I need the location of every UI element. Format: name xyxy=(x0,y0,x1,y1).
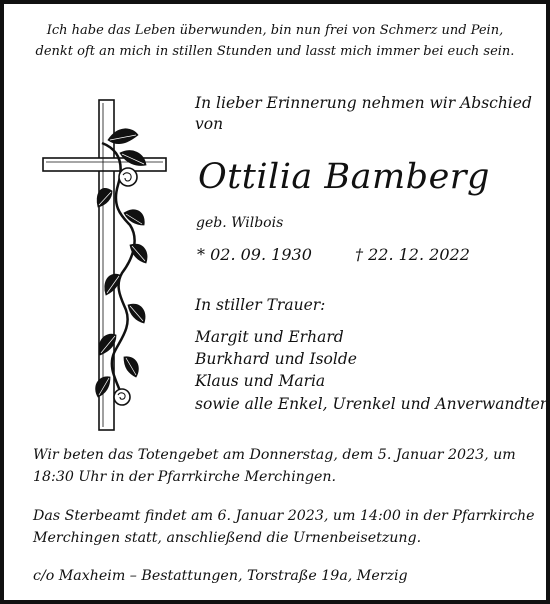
prayer-notice-line-2: 18:30 Uhr in der Pfarrkirche Merchingen. xyxy=(33,469,337,485)
motto-line-1: Ich habe das Leben überwunden, bin nun frei von Schmerz und Pein, xyxy=(46,23,504,38)
prayer-notice-line-1: Wir beten das Totengebet am Donnerstag, dem 5. Januar 2023, um xyxy=(33,447,516,463)
intro-line-1: In lieber Erinnerung nehmen wir Abschied xyxy=(195,94,532,112)
mourner-line: Klaus und Maria xyxy=(195,372,326,390)
birth-date: * 02. 09. 1930 xyxy=(197,245,312,264)
death-date: † 22. 12. 2022 xyxy=(355,245,470,264)
motto-line-2: denkt oft an mich in stillen Stunden und lasst mich immer bei euch sein. xyxy=(35,44,515,59)
mourner-line: sowie alle Enkel, Urenkel und Anverwandten xyxy=(195,395,550,413)
undertaker-line: c/o Maxheim – Bestattungen, Torstraße 19a, Merzig xyxy=(33,568,408,584)
intro-line-2: von xyxy=(195,115,224,133)
requiem-notice-line-2: Merchingen statt, anschließend die Urnenbeisetzung. xyxy=(33,530,422,546)
birth-name: geb. Wilbois xyxy=(196,215,284,231)
mourning-label: In stiller Trauer: xyxy=(195,296,326,314)
cross-with-roses-icon xyxy=(40,95,180,435)
mourner-line: Burkhard und Isolde xyxy=(195,350,357,368)
requiem-notice-line-1: Das Sterbeamt findet am 6. Januar 2023, um 14:00 in der Pfarrkirche xyxy=(33,508,535,524)
mourner-line: Margit und Erhard xyxy=(195,328,344,346)
deceased-name: Ottilia Bamberg xyxy=(198,157,490,197)
